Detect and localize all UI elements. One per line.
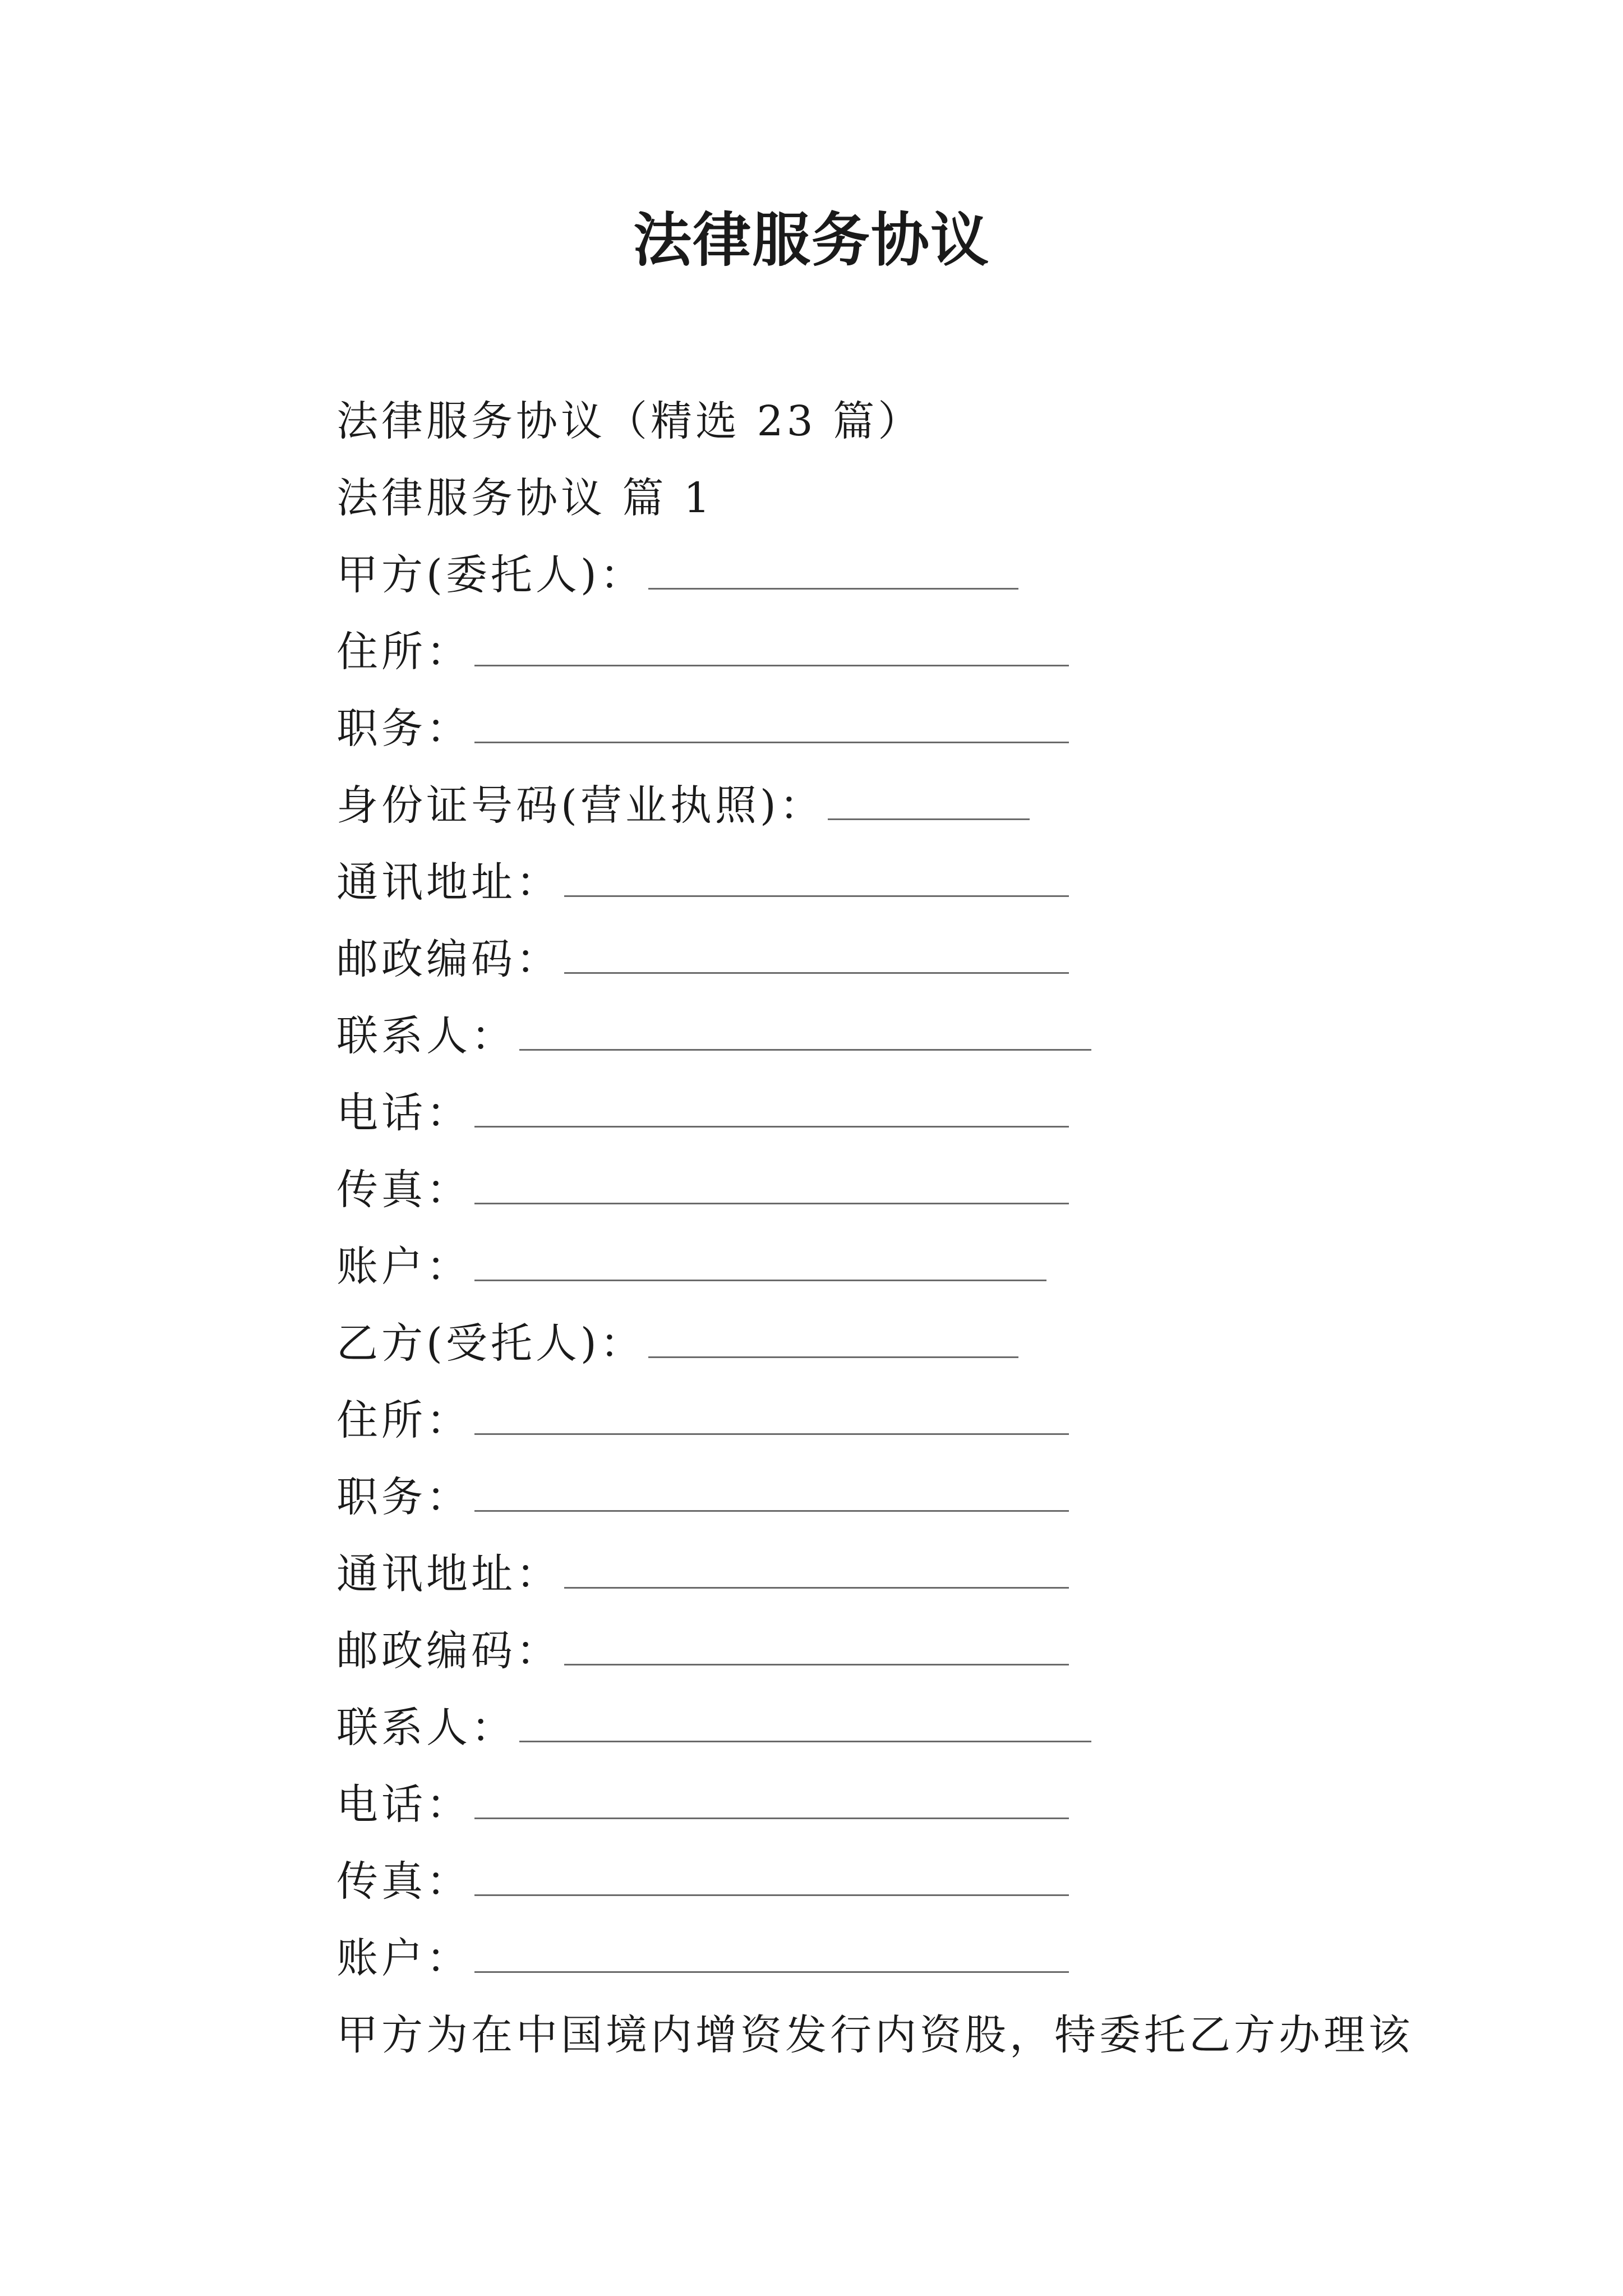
party-b-postcode-label: 邮政编码： — [336, 1626, 561, 1675]
party-b-contact-label: 联系人： — [336, 1703, 516, 1752]
party-a-blank[interactable] — [648, 553, 1018, 590]
party-b-contact-blank[interactable] — [519, 1706, 1091, 1742]
party-a-postcode-label: 邮政编码： — [336, 935, 561, 983]
section-heading — [336, 456, 1402, 533]
party-a-phone-label: 电话： — [336, 1088, 471, 1137]
party-a-account-row — [336, 1225, 1402, 1301]
party-a-postcode-blank[interactable] — [564, 937, 1069, 974]
subtitle-text: 法律服务协议（精选 23 篇） — [336, 397, 923, 445]
party-a-position-label: 职务： — [336, 704, 471, 753]
party-a-fax-label: 传真： — [336, 1165, 471, 1214]
party-b-contact-row — [336, 1686, 1402, 1763]
party-b-account-blank[interactable] — [474, 1936, 1069, 1973]
party-a-fax-row — [336, 1148, 1402, 1225]
party-a-id-blank[interactable] — [828, 784, 1030, 820]
party-b-fax-blank[interactable] — [474, 1860, 1069, 1896]
party-b-mailing-row — [336, 1532, 1402, 1609]
party-a-id-row — [336, 763, 1402, 840]
party-b-mailing-label: 通讯地址： — [336, 1549, 561, 1598]
document-body — [336, 379, 1413, 2070]
party-b-address-row — [336, 1378, 1402, 1455]
party-a-contact-blank[interactable] — [519, 1014, 1091, 1051]
party-a-phone-row — [336, 1071, 1402, 1148]
party-a-position-row — [336, 687, 1402, 763]
party-b-position-row — [336, 1455, 1402, 1532]
party-a-contact-row — [336, 994, 1402, 1071]
party-b-position-label: 职务： — [336, 1473, 471, 1521]
document-subtitle — [336, 379, 1402, 456]
party-a-fax-blank[interactable] — [474, 1168, 1069, 1204]
party-a-phone-blank[interactable] — [474, 1091, 1069, 1128]
party-b-fax-row — [336, 1839, 1402, 1916]
party-b-phone-label: 电话： — [336, 1780, 471, 1829]
party-a-id-label: 身份证号码(营业执照)： — [336, 781, 824, 830]
party-a-position-blank[interactable] — [474, 707, 1069, 743]
party-b-phone-blank[interactable] — [474, 1783, 1069, 1819]
party-a-mailing-row — [336, 840, 1402, 917]
party-b-fax-label: 传真： — [336, 1857, 471, 1906]
party-a-row — [336, 533, 1402, 610]
party-a-contact-label: 联系人： — [336, 1011, 516, 1060]
party-b-label: 乙方(受托人)： — [336, 1319, 645, 1368]
party-b-position-blank[interactable] — [474, 1475, 1069, 1512]
party-a-label: 甲方(委托人)： — [336, 550, 645, 599]
party-b-address-label: 住所： — [336, 1396, 471, 1444]
party-b-account-label: 账户： — [336, 1934, 471, 1982]
party-a-mailing-label: 通讯地址： — [336, 858, 561, 907]
party-a-mailing-blank[interactable] — [564, 861, 1069, 897]
party-b-postcode-row — [336, 1609, 1402, 1686]
party-a-account-blank[interactable] — [474, 1245, 1046, 1281]
party-a-address-label: 住所： — [336, 627, 471, 676]
party-a-address-row — [336, 610, 1402, 687]
party-b-blank[interactable] — [648, 1322, 1018, 1358]
party-a-account-label: 账户： — [336, 1242, 471, 1291]
body-paragraph — [336, 1993, 1413, 2070]
section-heading-text: 法律服务协议 篇 1 — [336, 473, 714, 522]
party-b-address-blank[interactable] — [474, 1398, 1069, 1435]
party-a-postcode-row — [336, 917, 1402, 994]
party-b-mailing-blank[interactable] — [564, 1552, 1069, 1589]
party-b-postcode-blank[interactable] — [564, 1629, 1069, 1665]
body-text: 甲方为在中国境内增资发行内资股，特委托乙方办理该 — [336, 2010, 1413, 2059]
party-b-account-row — [336, 1916, 1402, 1993]
party-b-row — [336, 1301, 1402, 1378]
party-a-address-blank[interactable] — [474, 630, 1069, 666]
party-b-phone-row — [336, 1763, 1402, 1839]
document-title: 法律服务协议 — [633, 205, 990, 274]
